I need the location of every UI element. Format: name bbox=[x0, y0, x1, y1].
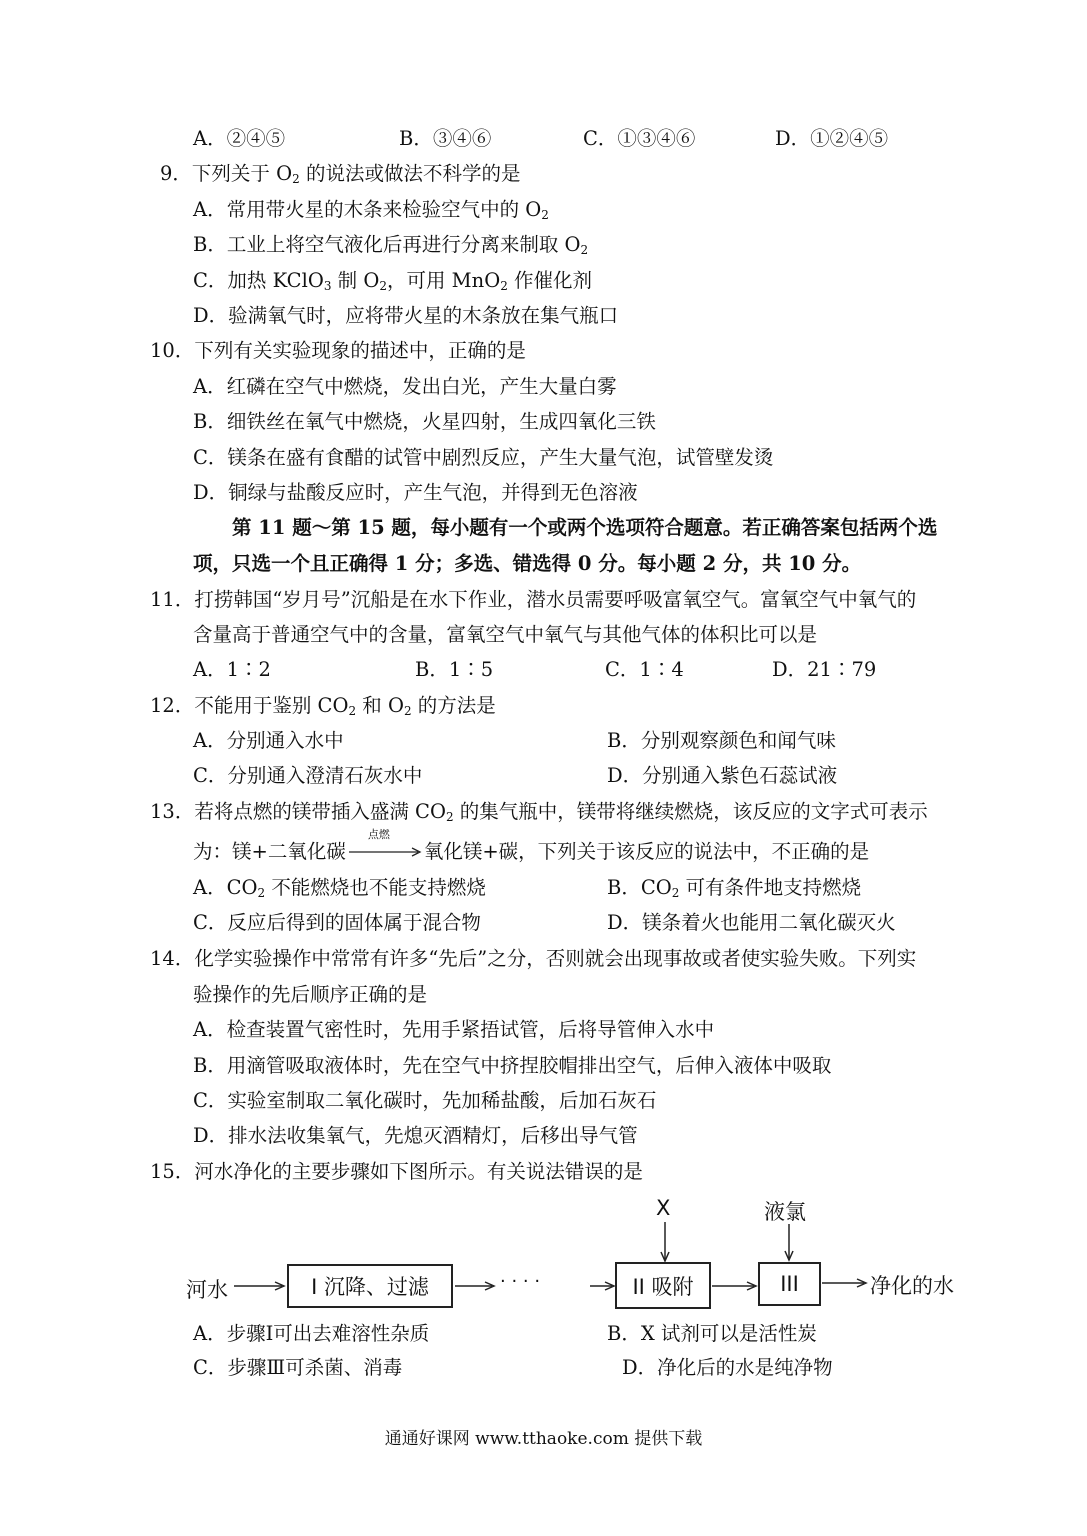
q15-option-b: B．X 试剂可以是活性炭 bbox=[607, 1322, 817, 1345]
diagram-step3-label: III bbox=[780, 1272, 799, 1296]
q9-option-d: D．验满氧气时，应将带火星的木条放在集气瓶口 bbox=[193, 304, 619, 327]
q8-option-d: D．①②④⑤ bbox=[775, 127, 889, 150]
q13-option-b: B．$CO_2$ 可有条件地支持燃烧 bbox=[607, 876, 862, 900]
diagram-step2-box bbox=[615, 1262, 711, 1309]
q12-option-d: D．分别通入紫色石蕊试液 bbox=[607, 764, 838, 787]
q8-option-c: C．①③④⑥ bbox=[583, 127, 696, 150]
q11-stem-line1: 11．打捞韩国“岁月号”沉船是在水下作业，潜水员需要呼吸富氧空气。富氧空气中氧气的 bbox=[150, 588, 917, 611]
reaction-arrow bbox=[346, 828, 424, 866]
q10-stem: 10．下列有关实验现象的描述中，正确的是 bbox=[150, 339, 526, 362]
q12-option-b: B．分别观察颜色和闻气味 bbox=[607, 729, 836, 752]
q11-option-a: A．1∶2 bbox=[193, 658, 271, 681]
q14-option-a: A．检查装置气密性时，先用手紧捂试管，后将导管伸入水中 bbox=[193, 1018, 715, 1041]
section-instruction-line2: 项，只选一个且正确得 1 分；多选、错选得 0 分。每小题 2 分，共 10 分。 bbox=[193, 552, 862, 575]
diagram-step1-box bbox=[287, 1264, 453, 1308]
q14-option-d: D．排水法收集氧气，先熄灭酒精灯，后移出导气管 bbox=[193, 1124, 638, 1147]
q13-option-d: D．镁条着火也能用二氧化碳灭火 bbox=[607, 911, 896, 934]
q13-option-a: A．$CO_2$ 不能燃烧也不能支持燃烧 bbox=[193, 876, 486, 900]
q10-option-d: D．铜绿与盐酸反应时，产生气泡，并得到无色溶液 bbox=[193, 481, 638, 504]
q14-stem-line2: 验操作的先后顺序正确的是 bbox=[193, 983, 428, 1006]
q14-stem-line1: 14．化学实验操作中常常有许多“先后”之分，否则就会出现事故或者使实验失败。下列实 bbox=[150, 947, 917, 970]
q9-option-b: B．工业上将空气液化后再进行分离来制取 $O_2$ bbox=[193, 233, 589, 257]
q13-stem-line1: 13．若将点燃的镁带插入盛满 $CO_2$ 的集气瓶中，镁带将继续燃烧，该反应的文字式可表示 bbox=[150, 800, 928, 824]
q11-option-c: C．1∶4 bbox=[605, 658, 684, 681]
q8-option-b: B．③④⑥ bbox=[399, 127, 492, 150]
diagram-step3-box bbox=[758, 1262, 821, 1306]
q11-stem-line2: 含量高于普通空气中的含量，富氧空气中氧气与其他气体的体积比可以是 bbox=[193, 623, 818, 646]
diagram-step1-label: I 沉降、过滤 bbox=[311, 1275, 429, 1299]
q13-option-c: C．反应后得到的固体属于混合物 bbox=[193, 911, 481, 934]
q12-stem: 12．不能用于鉴别 $CO_2$ 和 $O_2$ 的方法是 bbox=[150, 694, 496, 718]
q14-option-b: B．用滴管吸取液体时，先在空气中挤捏胶帽排出空气，后伸入液体中吸取 bbox=[193, 1054, 832, 1077]
diagram-dots: · · · · bbox=[500, 1271, 541, 1292]
q10-option-c: C．镁条在盛有食醋的试管中剧烈反应，产生大量气泡，试管壁发烫 bbox=[193, 446, 774, 469]
q10-option-a: A．红磷在空气中燃烧，发出白光，产生大量白雾 bbox=[193, 375, 617, 398]
q11-option-d: D．21∶79 bbox=[772, 658, 877, 681]
diagram-reagent-chlorine: 液氯 bbox=[764, 1200, 806, 1224]
q15-option-d: D．净化后的水是纯净物 bbox=[622, 1356, 833, 1379]
q11-option-b: B．1∶5 bbox=[415, 658, 494, 681]
q8-option-a: A．②④⑤ bbox=[193, 127, 286, 150]
diagram-output-label: 净化的水 bbox=[870, 1274, 954, 1298]
reaction-condition: 点燃 bbox=[367, 828, 390, 841]
diagram-step2-label: II 吸附 bbox=[632, 1274, 694, 1299]
q9-stem: 9．下列关于 $O_2$ 的说法或做法不科学的是 bbox=[160, 162, 521, 186]
q14-option-c: C．实验室制取二氧化碳时，先加稀盐酸，后加石灰石 bbox=[193, 1089, 657, 1112]
q12-option-c: C．分别通入澄清石灰水中 bbox=[193, 764, 423, 787]
q9-option-a: A．常用带火星的木条来检验空气中的 $O_2$ bbox=[193, 198, 549, 222]
q15-stem: 15．河水净化的主要步骤如下图所示。有关说法错误的是 bbox=[150, 1160, 643, 1183]
page-footer: 通通好课网 www.tthaoke.com 提供下载 bbox=[384, 1429, 703, 1449]
diagram-reagent-x: X bbox=[656, 1196, 671, 1220]
q15-option-a: A．步骤Ⅰ可出去难溶性杂质 bbox=[193, 1322, 430, 1345]
diagram-input-label: 河水 bbox=[186, 1278, 228, 1302]
q10-option-b: B．细铁丝在氧气中燃烧，火星四射，生成四氧化三铁 bbox=[193, 410, 656, 433]
q9-option-c: C．加热 KClO$_3$ 制 $O_2$，可用 MnO$_2$ 作催化剂 bbox=[193, 269, 593, 293]
q12-option-a: A．分别通入水中 bbox=[193, 729, 344, 752]
q13-stem-line2: 为：镁+二氧化碳 点燃 氧化镁+碳，下列关于该反应的说法中，不正确的是 bbox=[193, 838, 869, 866]
section-instruction-line1: 第 11 题～第 15 题，每小题有一个或两个选项符合题意。若正确答案包括两个选 bbox=[232, 516, 938, 539]
q15-option-c: C．步骤Ⅲ可杀菌、消毒 bbox=[193, 1356, 403, 1379]
